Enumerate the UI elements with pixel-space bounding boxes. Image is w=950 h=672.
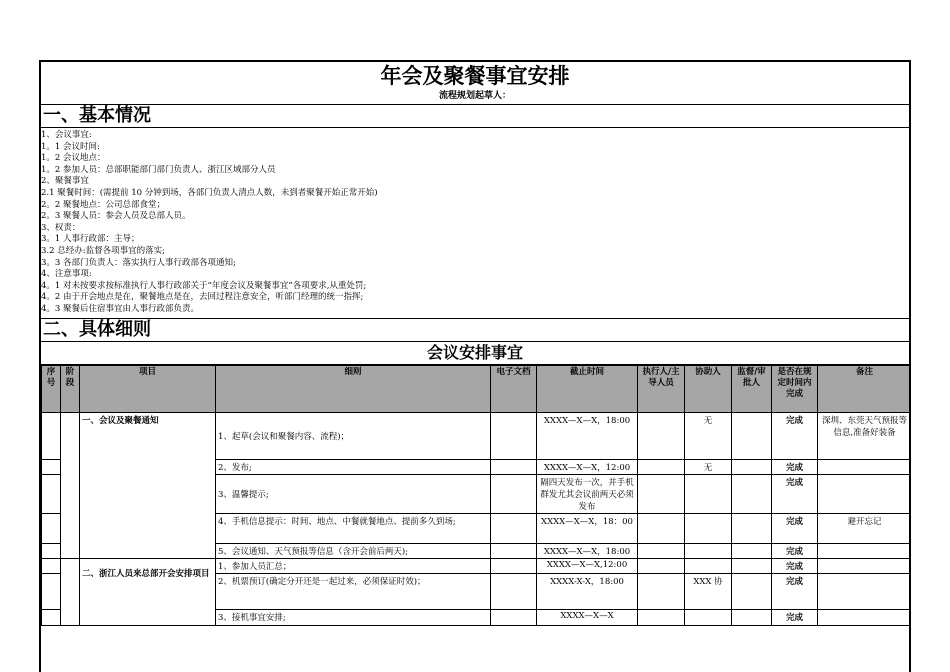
done-cell: 完成: [772, 543, 818, 558]
assist-cell: XXX 协: [685, 573, 732, 609]
done-cell: 完成: [772, 573, 818, 609]
basic-line: 4。1 对未按要求按标准执行人事行政部关于“年度会议及聚餐事宜”各项要求,从重处罚;: [41, 280, 367, 291]
seq-cell: [42, 474, 61, 513]
exec-cell: [638, 573, 685, 609]
col-done: 是否在规定时间内完成: [772, 365, 818, 412]
col-exec: 执行人/主导人员: [638, 365, 685, 412]
edoc-cell: [491, 513, 537, 543]
note-cell: 深圳、东莞天气预报等信息,准备好装备: [818, 412, 912, 459]
assist-cell: [685, 558, 732, 573]
col-deadline: 截止时间: [537, 365, 638, 412]
deadline-cell: XXXX—X—X: [537, 609, 638, 625]
seq-cell: [42, 543, 61, 558]
edoc-cell: [491, 459, 537, 474]
assist-cell: [685, 609, 732, 625]
exec-cell: [638, 558, 685, 573]
table-title: 会议安排事宜: [41, 342, 909, 365]
detail-cell: 3、接机事宜安排;: [216, 609, 491, 625]
basic-line: 4。3 聚餐后住宿事宜由人事行政部负责。: [41, 303, 200, 314]
detail-cell: 5、会议通知、天气预报等信息（含开会前后两天);: [216, 543, 491, 558]
deadline-cell: XXXX—X—X,12:00: [537, 558, 638, 573]
deadline-cell: XXXX—X—X，18：00: [537, 513, 638, 543]
stage-cell: [61, 412, 80, 558]
note-cell: [818, 609, 912, 625]
exec-cell: [638, 609, 685, 625]
deadline-cell: XXXX-X-X，18:00: [537, 573, 638, 609]
supervise-cell: [732, 459, 772, 474]
basic-line: 2、聚餐事宜: [41, 176, 89, 187]
table-row: [42, 412, 912, 459]
basic-line: 4。2 由于开会地点是在，聚餐地点是在，去回过程注意安全，听部门经理的统一指挥;: [41, 292, 364, 303]
note-cell: [818, 543, 912, 558]
stage-cell: [61, 558, 80, 625]
table-header-row: [42, 365, 912, 412]
exec-cell: [638, 474, 685, 513]
seq-cell: [42, 513, 61, 543]
seq-cell: [42, 412, 61, 459]
col-item: 项目: [80, 365, 216, 412]
note-cell: [818, 474, 912, 513]
basic-line: 2.1 聚餐时间：(需提前 10 分钟到场，各部门负责人清点人数，未到者聚餐开始正常开始): [41, 187, 378, 198]
done-cell: 完成: [772, 558, 818, 573]
detail-cell: 2、机票预订(确定分开还是一起过来，必须保证时效)；: [216, 573, 491, 609]
supervise-cell: [732, 543, 772, 558]
deadline-cell: XXXX—X—X，18:00: [537, 543, 638, 558]
supervise-cell: [732, 513, 772, 543]
seq-cell: [42, 573, 61, 609]
col-detail: 细则: [216, 365, 491, 412]
note-cell: 避开忘记: [818, 513, 912, 543]
group-item-cell: 一、会议及聚餐通知: [80, 412, 216, 558]
page-title: 年会及聚餐事宜安排: [380, 64, 570, 88]
assist-cell: [685, 513, 732, 543]
supervise-cell: [732, 573, 772, 609]
note-cell: [818, 459, 912, 474]
exec-cell: [638, 543, 685, 558]
exec-cell: [638, 459, 685, 474]
done-cell: 完成: [772, 513, 818, 543]
schedule-table: [41, 365, 911, 626]
exec-cell: [638, 412, 685, 459]
basic-line: 3.2 总经办:监督各项事宜的落实;: [41, 245, 165, 256]
deadline-cell: XXXX—X—X，18:00: [537, 412, 638, 459]
col-edoc: 电子文档: [491, 365, 537, 412]
done-cell: 完成: [772, 609, 818, 625]
table-row: [42, 558, 912, 573]
col-assist: 协助人: [685, 365, 732, 412]
edoc-cell: [491, 412, 537, 459]
supervise-cell: [732, 558, 772, 573]
assist-cell: [685, 474, 732, 513]
col-supervise: 监督/审批人: [732, 365, 772, 412]
section-detail-heading: 二、具体细则: [41, 319, 909, 342]
edoc-cell: [491, 609, 537, 625]
edoc-cell: [491, 558, 537, 573]
done-cell: 完成: [772, 459, 818, 474]
assist-cell: 无: [685, 459, 732, 474]
basic-line: 3。1 人事行政部：主导；: [41, 234, 140, 245]
seq-cell: [42, 459, 61, 474]
col-stage: 阶段: [61, 365, 80, 412]
edoc-cell: [491, 573, 537, 609]
section-basic-heading: 一、基本情况: [41, 105, 909, 128]
deadline-cell: XXXX—X—X，12:00: [537, 459, 638, 474]
supervise-cell: [732, 474, 772, 513]
detail-cell: 3、温馨提示;: [216, 474, 491, 513]
supervise-cell: [732, 412, 772, 459]
col-seq: 序号: [42, 365, 61, 412]
drafter-line: 流程规划起草人：: [41, 90, 909, 105]
basic-info-block: [41, 128, 909, 319]
basic-line: 1。2 会议地点：: [41, 153, 106, 164]
done-cell: 完成: [772, 474, 818, 513]
basic-line: 3、权责：: [41, 222, 81, 233]
edoc-cell: [491, 474, 537, 513]
note-cell: [818, 573, 912, 609]
basic-line: 1、会议事宜:: [41, 130, 92, 140]
basic-line: 4、注意事项:: [41, 269, 92, 280]
seq-cell: [42, 609, 61, 625]
detail-cell: 2、发布;: [216, 459, 491, 474]
detail-cell: 1、起草(会议和聚餐内容、流程)；: [216, 412, 491, 459]
basic-line: 2。3 聚餐人员：参会人员及总部人员。: [41, 211, 191, 222]
basic-line: 1。2 参加人员：总部职能部门部门负责人、浙江区域部分人员: [41, 164, 276, 175]
assist-cell: [685, 543, 732, 558]
basic-line: 1。1 会议时间:: [41, 141, 100, 152]
note-cell: [818, 558, 912, 573]
exec-cell: [638, 513, 685, 543]
spreadsheet: [39, 60, 911, 672]
detail-cell: 1、参加人员汇总；: [216, 558, 491, 573]
deadline-cell: 隔四天发布一次，并手机群发尤其会议前两天必须发布: [537, 474, 638, 513]
group-item-cell: 二、浙江人员来总部开会安排项目: [80, 558, 216, 625]
supervise-cell: [732, 609, 772, 625]
col-note: 备注: [818, 365, 912, 412]
assist-cell: 无: [685, 412, 732, 459]
basic-line: 3。3 各部门负责人：落实执行人事行政部各项通知;: [41, 257, 236, 268]
basic-line: 2。2 聚餐地点：公司总部食堂；: [41, 199, 166, 210]
detail-cell: 4、手机信息提示：时间、地点、中餐就餐地点、提前多久到场;: [216, 513, 491, 543]
seq-cell: [42, 558, 61, 573]
done-cell: 完成: [772, 412, 818, 459]
edoc-cell: [491, 543, 537, 558]
